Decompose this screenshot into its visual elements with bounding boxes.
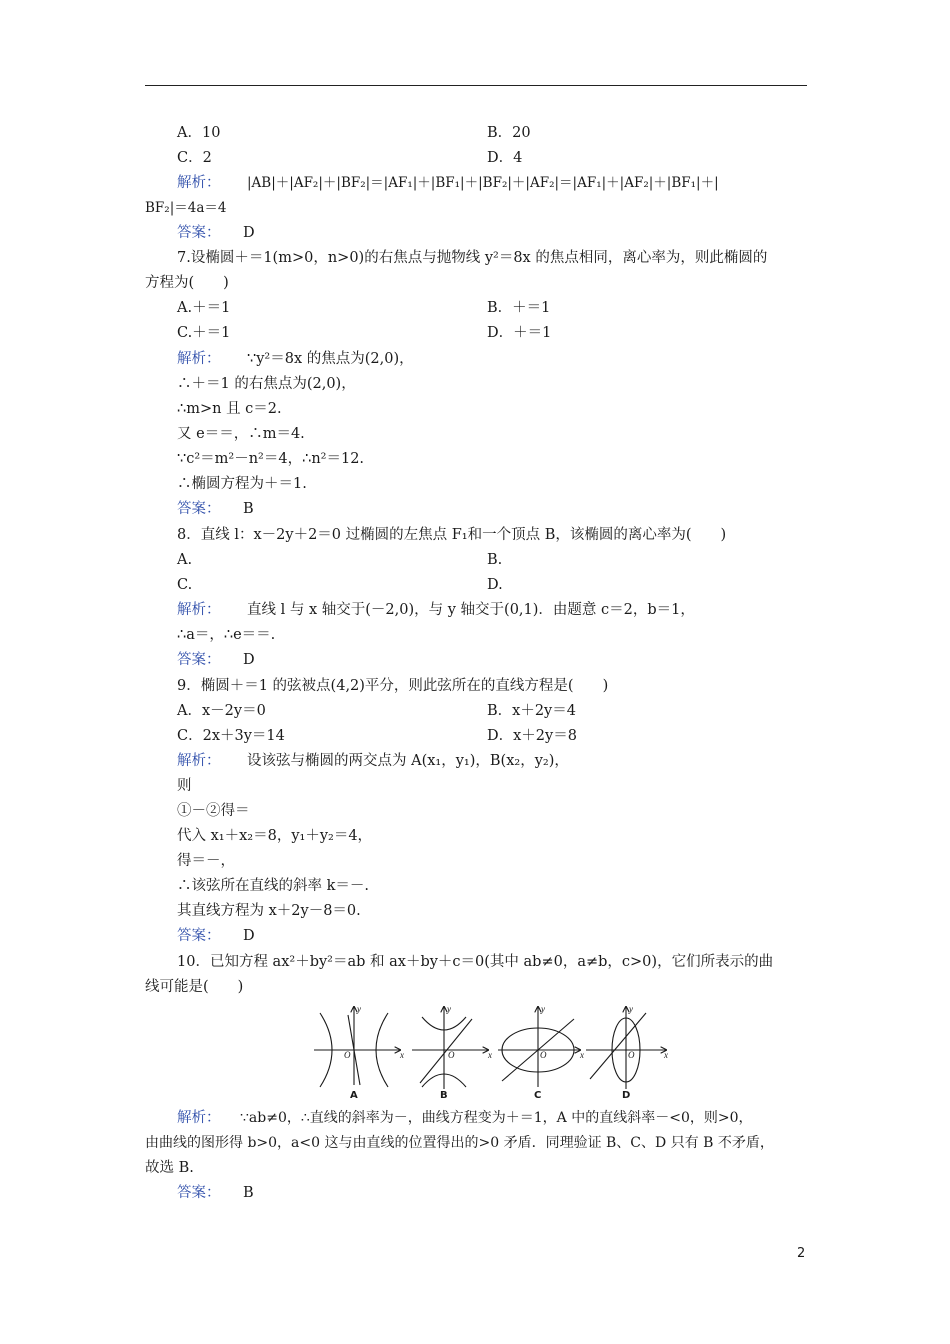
q7-option-b: B．＋＝1 (487, 300, 551, 316)
figure-d-x-label: x (664, 1050, 668, 1060)
q10-answer-label: 答案： (177, 1185, 221, 1201)
figure-c-y-label: y (541, 1005, 545, 1014)
q6-option-c: C．2 (177, 150, 212, 166)
page-number: 2 (797, 1246, 806, 1261)
q7-analysis-label: 解析： (177, 351, 221, 367)
q9-analysis-step-1: 设该弦与椭圆的两交点为 A(x₁，y₁)，B(x₂，y₂)， (247, 753, 569, 769)
q6-option-a: A．10 (177, 125, 221, 141)
q6-answer: D (243, 225, 255, 241)
figure-d-label: D (622, 1090, 631, 1100)
q6-option-b: B．20 (487, 125, 531, 141)
header-rule (145, 85, 807, 86)
q6-analysis-line-2: BF₂|＝4a＝4 (145, 200, 227, 216)
figure-d-y-label: y (629, 1005, 633, 1014)
figure-b-x-label: x (488, 1050, 492, 1060)
q7-option-c: C.＋＝1 (177, 325, 231, 341)
figure-a-x-label: x (400, 1050, 404, 1060)
q9-analysis-step-4: 代入 x₁＋x₂＝8，y₁＋y₂＝4， (177, 828, 373, 844)
q9-analysis-step-2: 则 (177, 778, 192, 794)
q8-option-c: C. (177, 577, 193, 593)
q6-analysis-label: 解析： (177, 175, 221, 191)
q10-analysis-step-2: 由曲线的图形得 b>0，a<0 这与由直线的位置得出的>0 矛盾．同理验证 B、C、D 只有 B 不矛盾， (145, 1135, 774, 1151)
q7-analysis-step-3: ∴m>n 且 c＝2. (177, 401, 282, 417)
q7-answer-label: 答案： (177, 501, 221, 517)
q8-answer: D (243, 652, 255, 668)
q9-option-d: D．x＋2y＝8 (487, 728, 577, 744)
q7-analysis-step-4: 又 e＝＝，∴m＝4. (177, 426, 305, 442)
q7-analysis-step-5: ∵c²＝m²－n²＝4，∴n²＝12. (177, 451, 365, 467)
figure-b-y-label: y (447, 1005, 451, 1014)
q10-analysis-label: 解析： (177, 1110, 221, 1126)
q9-answer: D (243, 928, 255, 944)
q9-option-a: A．x－2y＝0 (177, 703, 266, 719)
q7-analysis-step-2: ∴＋＝1 的右焦点为(2,0)， (177, 376, 356, 392)
q6-answer-label: 答案： (177, 225, 221, 241)
q10-answer: B (243, 1185, 254, 1201)
figure-a-origin: O (344, 1050, 351, 1060)
q8-analysis-step-1: 直线 l 与 x 轴交于(－2,0)，与 y 轴交于(0,1)．由题意 c＝2，b＝1， (247, 602, 695, 618)
q7-answer: B (243, 501, 254, 517)
q8-option-b: B. (487, 552, 503, 568)
figure-c-origin: O (540, 1050, 547, 1060)
q8-answer-label: 答案： (177, 652, 221, 668)
figure-b-origin: O (448, 1050, 455, 1060)
q7-option-a: A.＋＝1 (177, 300, 231, 316)
q10-stem-line-1: 10．已知方程 ax²＋by²＝ab 和 ax＋by＋c＝0(其中 ab≠0，a≠b，c>0)，它们所表示的曲 (177, 954, 774, 970)
q10-analysis-step-1: ∵ab≠0，∴直线的斜率为－，曲线方程变为＋＝1，A 中的直线斜率－<0，则>0， (240, 1110, 753, 1126)
q9-answer-label: 答案： (177, 928, 221, 944)
figure-a-label: A (350, 1090, 358, 1100)
q9-analysis-step-6: ∴该弦所在直线的斜率 k＝－. (177, 878, 370, 894)
figure-panel-c (498, 1005, 584, 1100)
q10-analysis-step-3: 故选 B. (145, 1160, 194, 1176)
q6-analysis-line-1: |AB|＋|AF₂|＋|BF₂|＝|AF₁|＋|BF₁|＋|BF₂|＋|AF₂|＝|AF₁|＋|AF₂|＋|BF₁|＋| (247, 175, 719, 191)
q7-analysis-step-6: ∴椭圆方程为＋＝1. (177, 476, 307, 492)
q9-option-c: C．2x＋3y＝14 (177, 728, 285, 744)
q8-stem: 8．直线 l：x－2y＋2＝0 过椭圆的左焦点 F₁和一个顶点 B，该椭圆的离心率为( ) (177, 527, 727, 543)
q9-analysis-step-3: ①－②得＝ (177, 803, 250, 819)
q8-analysis-step-2: ∴a＝，∴e＝＝. (177, 627, 276, 643)
q8-option-d: D. (487, 577, 503, 593)
figure-c-label: C (534, 1090, 542, 1100)
q7-option-d: D．＋＝1 (487, 325, 552, 341)
q10-stem-line-2: 线可能是( ) (145, 979, 244, 995)
q9-option-b: B．x＋2y＝4 (487, 703, 576, 719)
figure-b-label: B (440, 1090, 448, 1100)
figure-d-origin: O (628, 1050, 635, 1060)
q9-analysis-label: 解析： (177, 753, 221, 769)
q9-analysis-step-5: 得＝－， (177, 853, 235, 869)
figure-panel-a (314, 1005, 404, 1100)
figure-c-x-label: x (580, 1050, 584, 1060)
q9-analysis-step-7: 其直线方程为 x＋2y－8＝0. (177, 903, 361, 919)
q10-figure (312, 1005, 672, 1100)
figure-panel-d (586, 1005, 668, 1100)
q8-analysis-label: 解析： (177, 602, 221, 618)
q7-stem-line-2: 方程为( ) (145, 275, 229, 291)
q6-option-d: D．4 (487, 150, 523, 166)
q9-stem: 9．椭圆＋＝1 的弦被点(4,2)平分，则此弦所在的直线方程是( ) (177, 678, 609, 694)
q7-analysis-step-1: ∵y²＝8x 的焦点为(2,0)， (247, 351, 414, 367)
q8-option-a: A. (177, 552, 193, 568)
q7-stem-line-1: 7.设椭圆＋＝1(m>0，n>0)的右焦点与抛物线 y²＝8x 的焦点相同，离心率为，则此椭圆的 (177, 250, 768, 266)
figure-a-y-label: y (357, 1005, 361, 1014)
figure-panel-b (412, 1005, 492, 1100)
